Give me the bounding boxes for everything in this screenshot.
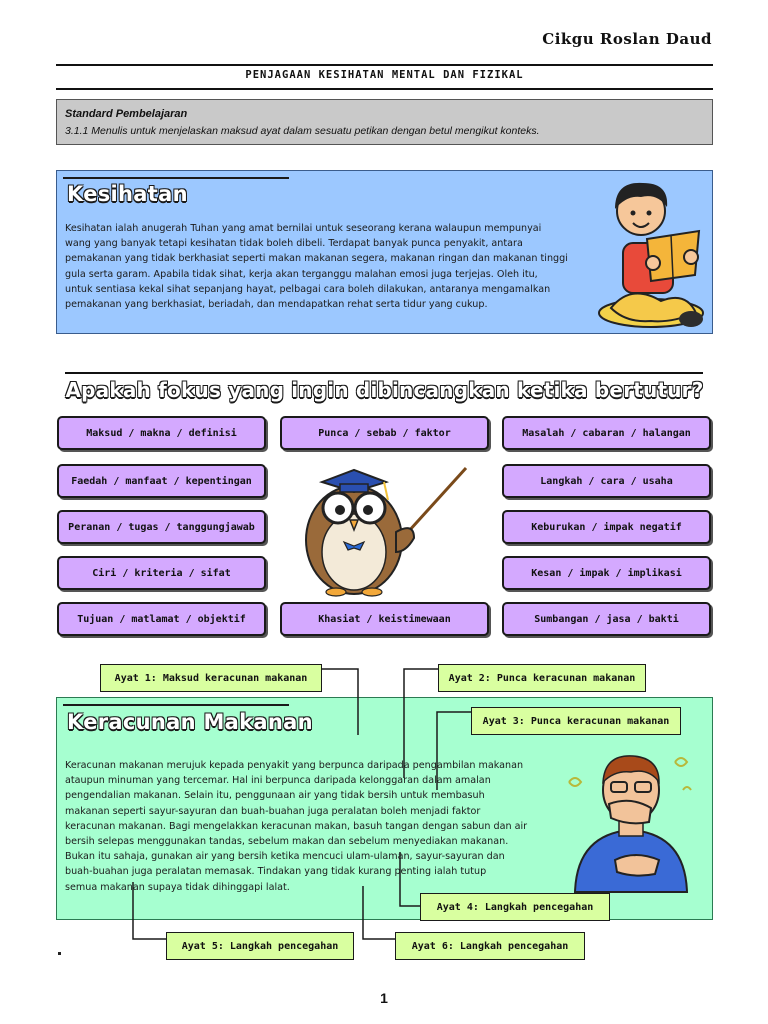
focus-item-punca: Punca / sebab / faktor — [280, 416, 489, 450]
keracunan-title: Keracunan Makanan — [67, 710, 313, 734]
keracunan-line: buah-buahan juga peralatan memasak. Tindakan yang tidak kurang penting ialah tutup — [65, 866, 487, 878]
kesihatan-line: pemakanan yang berkhasiat, beriadah, dan mendapatkan rehat serta tidur yang cukup. — [65, 299, 488, 311]
keracunan-line: bersih selepas menggunakan tandas, sebelum makan dan sebelum menyediakan makanan. — [65, 836, 509, 848]
focus-item-sumbangan: Sumbangan / jasa / bakti — [502, 602, 711, 636]
page-topic: PENJAGAAN KESIHATAN MENTAL DAN FIZIKAL — [245, 69, 524, 81]
ayat-6-label: Ayat 6: Langkah pencegahan — [395, 932, 585, 960]
keracunan-line: pengendalian makanan. Selain itu, penggunaan air yang tidak bersih untuk membasuh — [65, 790, 485, 802]
focus-item-tujuan: Tujuan / matlamat / objektif — [57, 602, 266, 636]
focus-rule — [65, 372, 703, 374]
kesihatan-line: Kesihatan ialah anugerah Tuhan yang amat bernilai untuk seseorang kerana walaupun mempunyai — [65, 223, 542, 234]
focus-item-peranan: Peranan / tugas / tanggungjawab — [57, 510, 266, 544]
kesihatan-line: untuk sentiasa kekal sihat sepanjang hayat, pelbagai cara boleh dilakukan, antaranya mengamalkan — [65, 283, 551, 295]
owl-teacher-icon — [296, 462, 472, 598]
keracunan-title-line — [63, 704, 289, 706]
focus-item-masalah: Masalah / cabaran / halangan — [502, 416, 711, 450]
focus-item-maksud: Maksud / makna / definisi — [57, 416, 266, 450]
kesihatan-title: Kesihatan — [67, 182, 188, 206]
focus-item-keburukan: Keburukan / impak negatif — [502, 510, 711, 544]
focus-item-langkah: Langkah / cara / usaha — [502, 464, 711, 498]
header-rule-top — [56, 64, 713, 66]
keracunan-line: keracunan makanan. Bagi mengelakkan keracunan makan, basuh tangan dengan sabun dan air — [65, 820, 528, 832]
kesihatan-line: pemakanan yang tidak berkhasiat seperti makan makanan segera, makanan ringan dan makanan tinggi — [65, 253, 568, 265]
ayat-4-label: Ayat 4: Langkah pencegahan — [420, 893, 610, 921]
keracunan-line: Keracunan makanan merujuk kepada penyakit yang berpunca daripada pengambilan makanan — [65, 760, 524, 771]
keracunan-paragraph — [65, 758, 535, 895]
kesihatan-line: gula serta garam. Apabila tidak sihat, kerja akan terganggu malahan emosi juga terjejas. Oleh itu, — [65, 268, 538, 280]
focus-item-kesan: Kesan / impak / implikasi — [502, 556, 711, 590]
focus-item-khasiat: Khasiat / keistimewaan — [280, 602, 489, 636]
keracunan-line: semua makanan supaya tidak dihinggapi lalat. — [65, 881, 290, 893]
learning-standard-box — [56, 99, 713, 145]
keracunan-line: makanan seperti sayur-sayuran dan buah-buahan juga peralatan boleh menjadi faktor — [65, 805, 481, 817]
kesihatan-line: wang yang banyak tetapi kesihatan tidak boleh dibeli. Terdapat banyak punca penyakit, antara — [65, 238, 523, 250]
kesihatan-title-line — [63, 177, 289, 179]
ayat-2-label: Ayat 2: Punca keracunan makanan — [438, 664, 646, 692]
keracunan-line: ataupun minuman yang tercemar. Hal ini berpunca daripada kelonggaran dalam amalan — [65, 775, 491, 787]
learning-standard-title: Standard Pembelajaran — [65, 108, 188, 120]
boy-reading-icon — [591, 173, 709, 333]
ayat-5-label: Ayat 5: Langkah pencegahan — [166, 932, 354, 960]
learning-standard-text: 3.1.1 Menulis untuk menjelaskan maksud ayat dalam sesuatu petikan dengan betul mengikut konteks. — [65, 125, 540, 137]
focus-item-faedah: Faedah / manfaat / kepentingan — [57, 464, 266, 498]
focus-question: Apakah fokus yang ingin dibincangkan ketika bertutur? — [65, 378, 704, 402]
page-number: 1 — [380, 990, 388, 1006]
kesihatan-section — [56, 170, 713, 334]
focus-item-ciri: Ciri / kriteria / sifat — [57, 556, 266, 590]
sick-man-icon — [555, 742, 707, 898]
ayat-1-label: Ayat 1: Maksud keracunan makanan — [100, 664, 322, 692]
keracunan-line: Bukan itu sahaja, gunakan air yang bersih ketika mencuci ulam-ulaman, sayur-sayuran dan — [65, 851, 505, 863]
author-name: Cikgu Roslan Daud — [542, 30, 712, 48]
kesihatan-paragraph — [65, 221, 585, 312]
ayat-3-label: Ayat 3: Punca keracunan makanan — [471, 707, 681, 735]
page-dot — [58, 952, 61, 955]
header-rule-bottom — [56, 88, 713, 90]
